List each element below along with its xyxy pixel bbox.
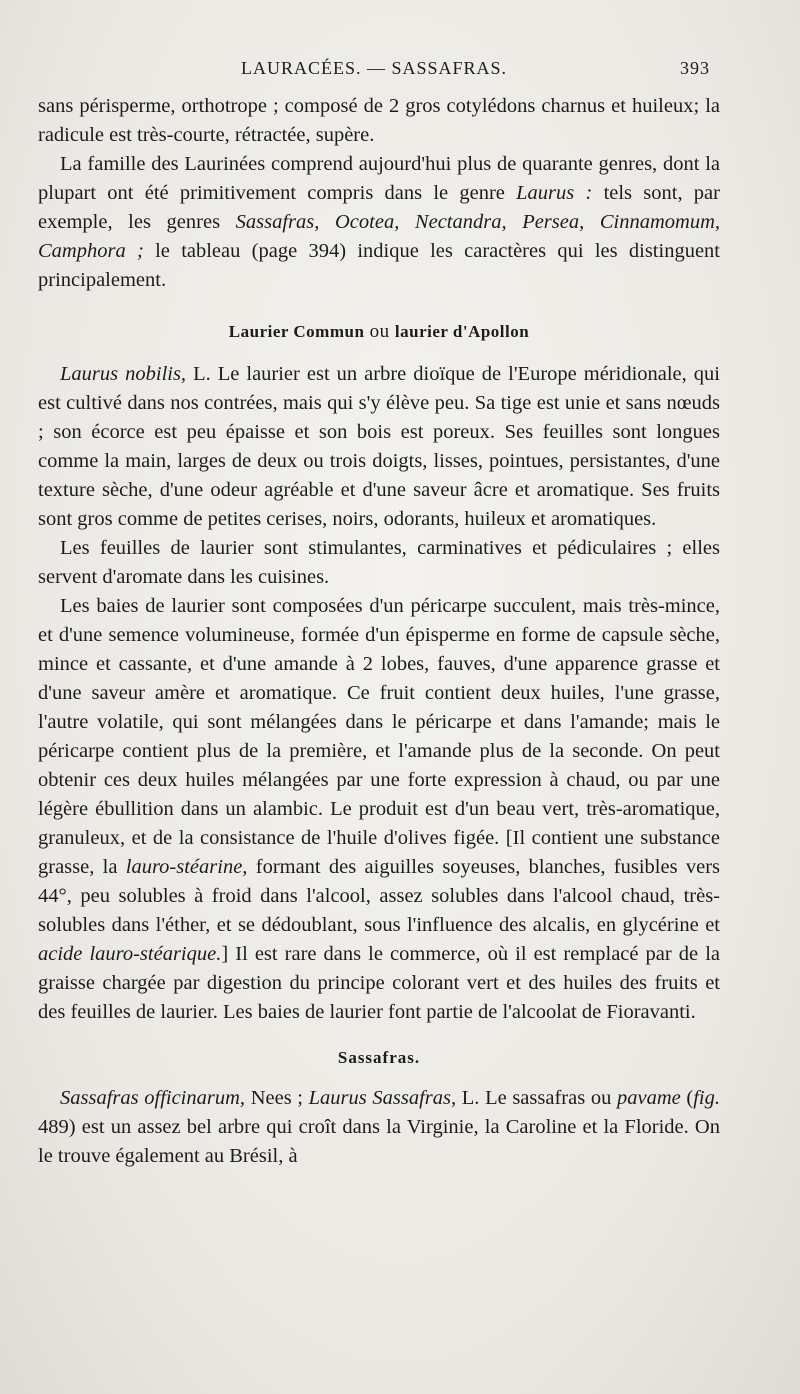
text-run: ] Il est rare dans le commerce, où il est remplacé par de la graisse chargée par digestion du principe colorant vert et des huiles des fruits et des feuilles de laurier. Les baies de laurier font partie de l'alcoolat de Fioravanti. <box>38 943 720 1023</box>
italic-run: fig. <box>693 1087 720 1109</box>
running-title: LAURACÉES. — SASSAFRAS. <box>240 58 508 78</box>
italic-run: Sassafras officinarum, <box>60 1087 246 1109</box>
text-run: Les baies de laurier sont composées d'un péricarpe succulent, mais très-mince, et d'une semence volumineuse, formée d'un épisperme en forme de capsule sèche, mince et cassante, et d'une amande à 2 lobes, fauves, d'une apparence grasse et d'une saveur amère et aromatique. Ce fruit contient deux huiles, l'une grasse, l'autre volatile, qui sont mélangées dans le péricarpe et dans l'amande; mais le péricarpe contient plus de la première, et l'amande plus de la seconde. On peut obtenir ces deux huiles mélangées par une forte expression à chaud, ou par une légère ébullition dans un alambic. Le produit est d'un beau vert, très-aromatique, granuleux, et de la consistance de l'huile d'olives figée. [Il contient une substance grasse, la <box>38 595 720 878</box>
italic-run: Laurus : <box>516 182 593 204</box>
section-heading-sassafras: Sassafras. <box>337 1048 421 1067</box>
text-run: ( <box>680 1087 694 1109</box>
paragraph-laurinees <box>38 150 720 295</box>
paragraph-laurus-nobilis <box>38 360 720 534</box>
paragraph-continuation: sans périsperme, orthotrope ; composé de 2 gros cotylédons charnus et huileux; la radicule est très-courte, rétractée, supère. <box>38 95 720 146</box>
text-run: La famille des Laurinées comprend aujourd'hui plus de quarante genres, dont la plupart ont été primitivement compris dans le genre <box>38 153 720 204</box>
page-header <box>38 58 710 84</box>
paragraph-feuilles: Les feuilles de laurier sont stimulantes, carminatives et pédiculaires ; elles servent d'aromate dans les cuisines. <box>38 537 720 588</box>
text-run: L. Le sassafras ou <box>456 1087 617 1109</box>
italic-run: lauro-stéarine, <box>125 856 248 878</box>
text-run: 489) est un assez bel arbre qui croît dans la Virginie, la Caroline et la Floride. On le trouve également au Brésil, à <box>38 1116 720 1167</box>
section-heading-laurier <box>38 317 720 346</box>
heading-part: ou <box>364 321 395 342</box>
heading-part: laurier d'Apollon <box>394 322 530 341</box>
text-run: Nees ; <box>245 1087 309 1109</box>
paragraph-sassafras <box>38 1084 720 1171</box>
body-text <box>38 92 720 1171</box>
heading-part: Laurier Commun <box>228 322 365 341</box>
text-run: formant des aiguilles soyeuses, blanches, fusibles vers 44°, peu solubles à froid dans l'alcool, assez solubles dans l'alcool chaud, très-solubles dans l'éther, et se dédoublant, sous l'influence des alcalis, en glycérine et <box>38 856 720 936</box>
text-run: tels sont, par exemple, les genres <box>38 182 720 233</box>
paragraph-baies <box>38 592 720 1027</box>
italic-run: Sassafras, Ocotea, Nectandra, Persea, Cinnamomum, Camphora ; <box>38 211 720 262</box>
text-run: L. Le laurier est un arbre dioïque de l'Europe méridionale, qui est cultivé dans nos contrées, mais qui s'y élève peu. Sa tige est unie et sans nœuds ; son écorce est peu épaisse et son bois est poreux. Ses feuilles sont longues comme la main, larges de deux ou trois doigts, lisses, pointues, persistantes, d'une texture sèche, d'une odeur agréable et d'une saveur âcre et aromatique. Ses fruits sont gros comme de petites cerises, noirs, odorants, huileux et aromatiques. <box>38 363 720 530</box>
page-number: 393 <box>680 58 710 78</box>
italic-run: Laurus nobilis, <box>60 363 187 385</box>
italic-run: pavame <box>616 1087 681 1109</box>
italic-run: acide lauro-stéarique. <box>38 943 222 965</box>
italic-run: Laurus Sassafras, <box>308 1087 457 1109</box>
text-run: le tableau (page 394) indique les caractères qui les distinguent principalement. <box>38 240 720 291</box>
